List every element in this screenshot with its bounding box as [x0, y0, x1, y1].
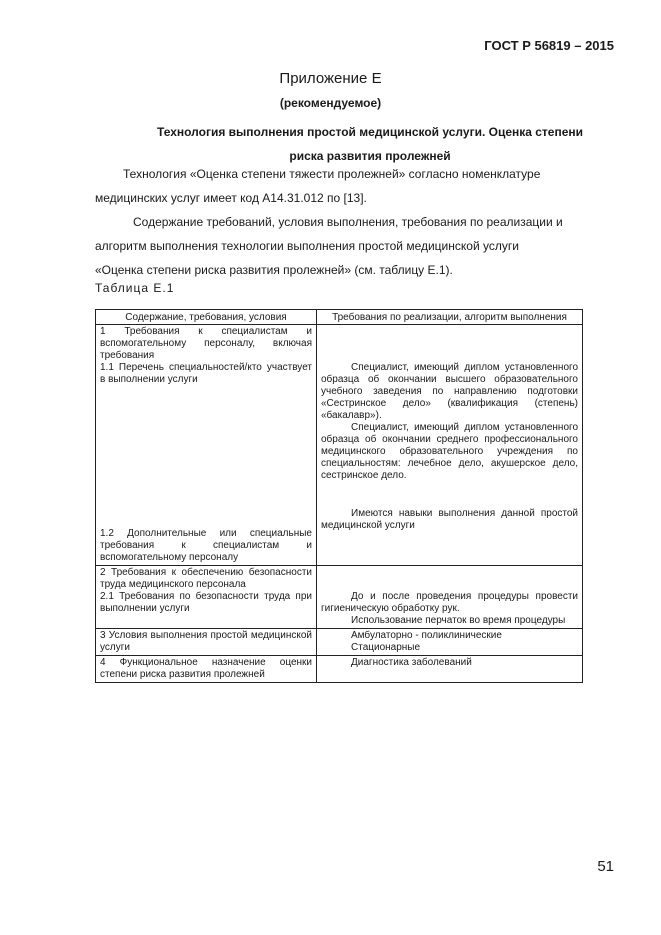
- table-cell: [96, 325, 317, 566]
- appendix-heading: [110, 120, 630, 168]
- cell-text: 3 Условия выполнения простой медицинской услуги: [100, 630, 312, 653]
- cell-text: 2 Требования к обеспечению безопасности труда медицинского персонала: [100, 567, 312, 590]
- table-header-cell: Содержание, требования, условия: [96, 310, 317, 325]
- cell-text: Имеются навыки выполнения данной простой медицинской услуги: [321, 508, 578, 531]
- cell-text: Специалист, имеющий диплом установленного образца об окончании среднего профессионального медицинского образовательного учреждения по специальностям: лечебное дело, акушерское дело, сестринское дело.: [321, 422, 578, 481]
- appendix-title: Приложение Е: [279, 70, 382, 87]
- paragraph-line: Технология «Оценка степени тяжести пролежней» согласно номенклатуре: [123, 167, 541, 181]
- requirements-table: [95, 309, 583, 683]
- table-row: [96, 629, 583, 656]
- paragraph-service-code: [95, 162, 615, 210]
- appendix-heading-line: Технология выполнения простой медицинской услуги. Оценка степени: [156, 125, 584, 139]
- table-cell: [317, 656, 583, 683]
- appendix-heading-line: риска развития пролежней: [289, 149, 451, 163]
- table-cell: [96, 656, 317, 683]
- page-number: 51: [597, 858, 614, 875]
- table-header-cell: Требования по реализации, алгоритм выполнения: [317, 310, 583, 325]
- cell-text: 2.1 Требования по безопасности труда при выполнении услуги: [100, 591, 312, 614]
- table-cell: [96, 566, 317, 629]
- table-row: [96, 566, 583, 629]
- cell-text: 1.2 Дополнительные или специальные требования к специалистам и вспомогательному персоналу: [100, 528, 312, 563]
- table-row: [96, 656, 583, 683]
- table-header-row: [96, 310, 583, 325]
- table-cell: [317, 566, 583, 629]
- table-row: [96, 325, 583, 566]
- paragraph-line: алгоритм выполнения технологии выполнения простой медицинской услуги: [95, 239, 519, 253]
- cell-text: 4 Функциональное назначение оценки степени риска развития пролежней: [100, 657, 312, 680]
- cell-text: Амбулаторно - поликлинические: [351, 630, 502, 641]
- table-caption: Таблица Е.1: [95, 281, 175, 295]
- paragraph-table-reference: [95, 210, 615, 282]
- cell-text: Специалист, имеющий диплом установленного образца об окончании высшего образовательного учебного заведения по направлению подготовки «Сестринское дело» (квалификация (степень) «бакалавр»).: [321, 362, 578, 421]
- cell-text: Диагностика заболеваний: [351, 657, 472, 668]
- document-code: ГОСТ Р 56819 – 2015: [484, 38, 614, 53]
- cell-text: Использование перчаток во время процедуры: [351, 615, 566, 626]
- paragraph-line: «Оценка степени риска развития пролежней» (см. таблицу Е.1).: [95, 263, 453, 277]
- table-cell: [317, 325, 583, 566]
- cell-text: 1.1 Перечень специальностей/кто участвует в выполнении услуги: [100, 362, 312, 385]
- table-cell: [317, 629, 583, 656]
- cell-text: 1 Требования к специалистам и вспомогательному персоналу, включая требования: [100, 326, 312, 361]
- paragraph-line: Содержание требований, условия выполнения, требования по реализации и: [133, 215, 563, 229]
- cell-text: До и после проведения процедуры провести гигиеническую обработку рук.: [321, 591, 578, 614]
- paragraph-line: медицинских услуг имеет код А14.31.012 по [13].: [95, 191, 367, 205]
- cell-text: Стационарные: [351, 642, 421, 653]
- appendix-status: (рекомендуемое): [279, 96, 382, 110]
- table-cell: [96, 629, 317, 656]
